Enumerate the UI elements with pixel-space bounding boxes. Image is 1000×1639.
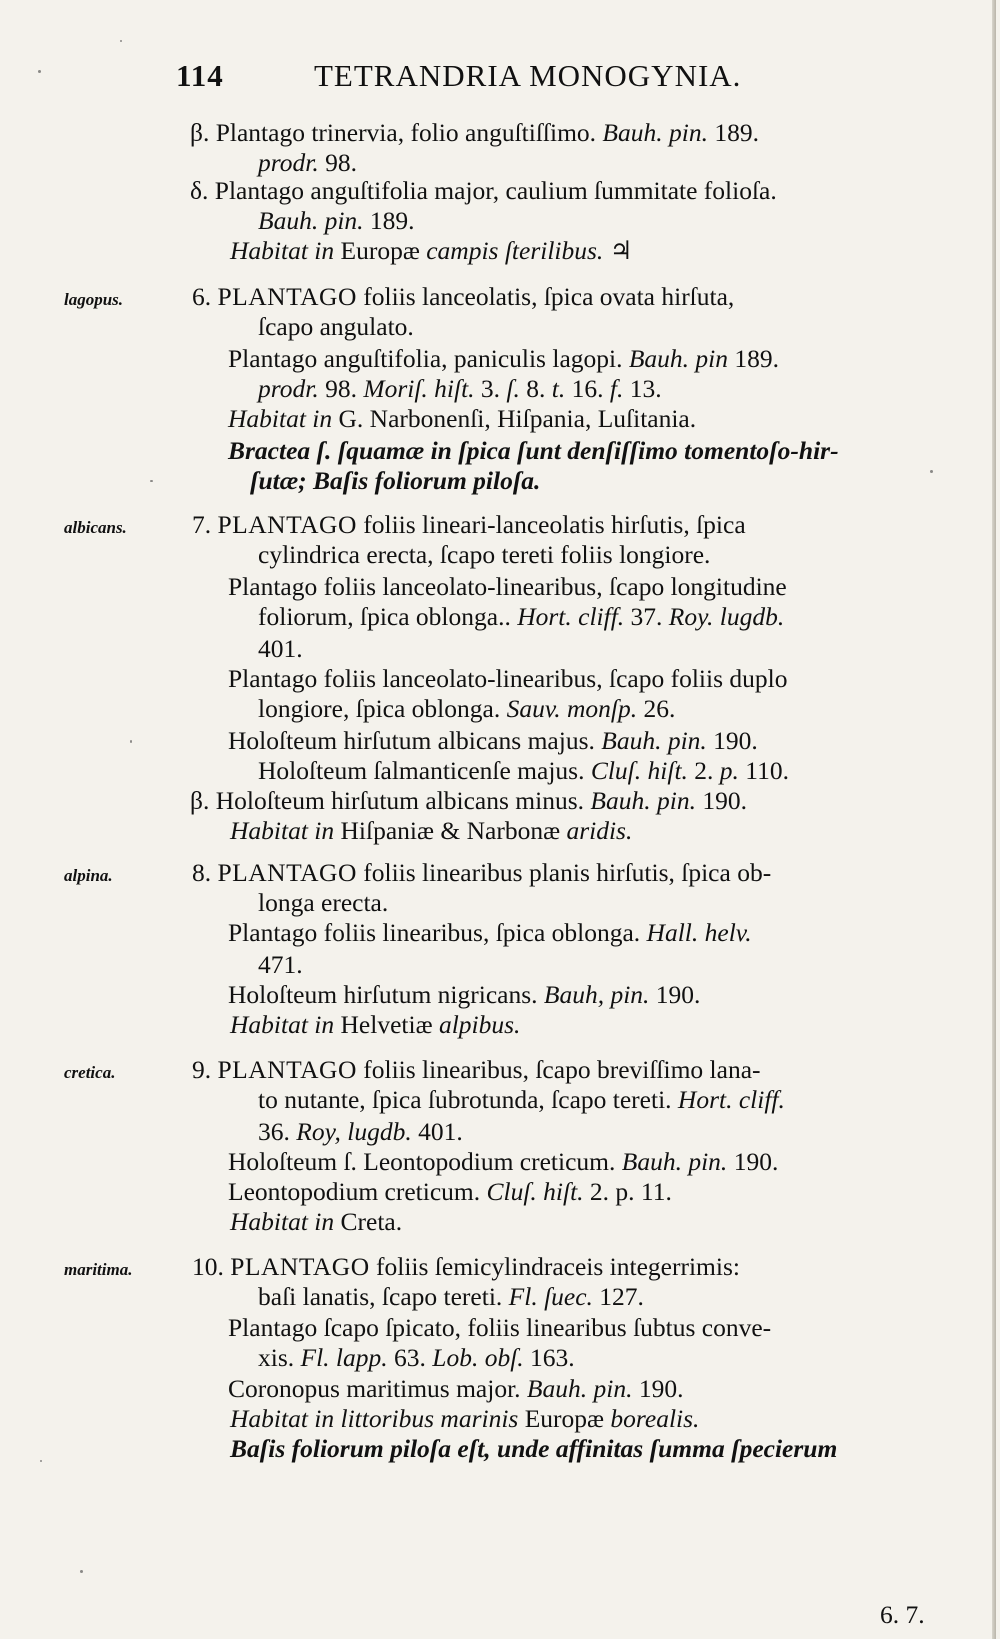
line-text [228,1313,771,1343]
text-run: 189. [707,118,759,147]
text-run: Cluſ. hiſt. [590,756,688,785]
text-run: Fl. lapp. [300,1343,388,1372]
species-entry-line [0,980,1000,1010]
text-run: 36. [258,1117,297,1146]
species-entry-line [0,1147,1000,1177]
line-text [228,404,696,434]
line-text [230,1010,520,1040]
species-entry-heading [0,510,1000,540]
continuation-line [0,236,1000,266]
species-entry-line [0,312,1000,342]
species-entry-line [0,374,1000,404]
margin-label: albicans. [64,518,127,537]
species-entry-line [0,602,1000,632]
text-run: Fl. ſuec. [508,1282,593,1311]
species-entry-line [0,756,1000,786]
continuation-line [0,176,1000,206]
species-entry-line [0,344,1000,374]
line-text [190,118,759,148]
running-title: TETRANDRIA MONOGYNIA. [314,58,742,93]
line-text [258,374,662,404]
text-run: Bauh. pin. [258,206,364,235]
text-run: PLANTAGO [217,1055,357,1084]
text-run: 37. [624,602,669,631]
species-entry-line [0,1434,1000,1464]
text-run: β. Plantago trinervia, folio anguſtiſſimo. [190,118,603,147]
line-text [192,1252,740,1282]
text-run: 190. [695,786,747,815]
text-run: 189. [728,344,780,373]
line-text [190,176,777,206]
text-run: Plantago foliis linearibus, ſpica oblonga. [228,918,647,947]
text-run: t. [551,374,566,403]
text-run: ſutæ; Baſis foliorum piloſa. [250,466,541,495]
text-run: 6. [192,282,218,311]
text-run: foliis lanceolatis, ſpica ovata hirſuta, [356,282,735,311]
text-run: δ. Plantago anguſtifolia major, caulium ſummitate folioſa. [190,176,777,205]
line-text [228,1147,778,1177]
text-run: Plantago foliis lanceolato-linearibus, ſcapo longitudine [228,572,787,601]
text-run: f. [609,374,624,403]
text-run: Roy, lugdb. [296,1117,412,1146]
text-run: Habitat in [230,1207,335,1236]
text-run: Helvetiæ [334,1010,439,1039]
line-text [228,436,839,466]
margin-label: maritima. [64,1260,133,1279]
line-text [230,1207,402,1237]
margin-label: cretica. [64,1063,116,1082]
text-run: Europæ [334,236,427,265]
text-run: Creta. [334,1207,403,1236]
text-run: Habitat in [228,404,333,433]
text-run: prodr. [258,374,319,403]
text-run: Plantago anguſtifolia, paniculis lagopi. [228,344,629,373]
text-run: foliis linearibus, ſcapo breviſſimo lana- [356,1055,761,1084]
text-run: ♃ [603,236,633,265]
species-entry-line [0,1207,1000,1237]
text-run: foliorum, ſpica oblonga.. [258,602,518,631]
text-run: baſi lanatis, ſcapo tereti. [258,1282,509,1311]
text-run: 7. [192,510,218,539]
species-entry-line [0,572,1000,602]
text-run: 13. [623,374,662,403]
species-entry-heading [0,858,1000,888]
species-entry-line [0,816,1000,846]
line-text [228,572,787,602]
margin-label: alpina. [64,866,113,885]
species-entry-line [0,634,1000,664]
text-run: 127. [592,1282,644,1311]
text-run: borealis. [610,1404,700,1433]
text-run: 9. [192,1055,218,1084]
text-run: Bauh. pin [628,344,729,373]
text-run: Sauv. monſp. [506,694,638,723]
text-run: 401. [258,634,303,663]
species-entry-line [0,1010,1000,1040]
text-run: Baſis foliorum piloſa eſt, unde affinitas ſumma ſpecierum [230,1434,838,1463]
species-entry-heading [0,1252,1000,1282]
line-text [258,1117,463,1147]
line-text [228,344,779,374]
text-run: Roy. lugdb. [668,602,785,631]
text-run: prodr. [258,148,319,177]
text-run: 2. [687,756,720,785]
text-run: 98. [318,148,357,177]
continuation-line [0,118,1000,148]
line-text [230,1434,837,1464]
text-run: xis. [258,1343,301,1372]
species-entry-line [0,436,1000,466]
line-text [258,312,414,342]
continuation-line [0,148,1000,178]
text-run: 8. [519,374,552,403]
text-run: 163. [523,1343,575,1372]
text-run: 471. [258,950,303,979]
species-entry-line [0,694,1000,724]
line-text [192,858,771,888]
page-number: 114 [176,58,224,93]
catchword-line [0,1600,1000,1630]
line-text [258,540,710,570]
species-entry-line [0,1404,1000,1434]
text-run: ſcapo angulato. [258,312,414,341]
text-run: Habitat in [230,1010,335,1039]
text-run: foliis lineari-lanceolatis hirſutis, ſpica [356,510,746,539]
text-run: Bauh. pin. [590,786,696,815]
text-run: Leontopodium creticum. [228,1177,487,1206]
line-text [258,950,303,980]
text-run: Holoſteum ſ. Leontopodium creticum. [228,1147,622,1176]
text-run: PLANTAGO [217,858,357,887]
footer-reference: 6. 7. [880,1600,925,1629]
ink-speck [38,70,41,73]
line-text [228,980,700,1010]
line-text [258,206,415,236]
text-run: Hiſpaniæ & Narbonæ [334,816,567,845]
text-run: Habitat in littoribus marinis [230,1404,519,1433]
species-entry-line [0,1117,1000,1147]
species-entry-line [0,1282,1000,1312]
text-run: longiore, ſpica oblonga. [258,694,507,723]
line-text [230,1404,699,1434]
species-entry-line [0,888,1000,918]
text-run: Holoſteum ſalmanticenſe majus. [258,756,591,785]
text-run: aridis. [566,816,633,845]
text-run: β. Holoſteum hirſutum albicans minus. [190,786,591,815]
text-run: Holoſteum hirſutum nigricans. [228,980,544,1009]
text-run: Plantago ſcapo ſpicato, foliis linearibus ſubtus conve- [228,1313,772,1342]
line-text [190,786,747,816]
text-run: PLANTAGO [217,510,357,539]
text-run: G. Narbonenſi, Hiſpania, Luſitania. [332,404,697,433]
text-run: 98. [318,374,364,403]
species-entry-line [0,664,1000,694]
species-entry-line [0,1085,1000,1115]
margin-label: lagopus. [64,290,124,309]
text-run: 8. [192,858,218,887]
text-run: 26. [637,694,676,723]
text-run: Hort. cliff. [517,602,625,631]
text-run: to nutante, ſpica ſubrotunda, ſcapo tereti. [258,1085,678,1114]
text-run: alpibus. [438,1010,521,1039]
text-run: 189. [363,206,415,235]
text-run: PLANTAGO [217,282,357,311]
text-run: Bauh, pin. [543,980,650,1009]
text-run: Plantago foliis lanceolato-linearibus, ſcapo foliis duplo [228,664,788,693]
text-run: 3. [474,374,507,403]
species-entry-line [0,726,1000,756]
line-text [192,1055,761,1085]
text-run: 190. [706,726,758,755]
text-run: 190. [649,980,701,1009]
species-entry-line [0,786,1000,816]
text-run: Habitat in [230,236,335,265]
species-entry-line [0,1177,1000,1207]
line-text [258,1085,785,1115]
text-run: p. [719,756,739,785]
text-run: ſ. [506,374,520,403]
text-run: 401. [411,1117,463,1146]
species-entry-line [0,1313,1000,1343]
text-run: foliis ſemicylindraceis integerrimis: [369,1252,740,1281]
species-entry-heading [0,282,1000,312]
text-run: Moriſ. hiſt. [363,374,475,403]
line-text [228,664,787,694]
text-run: Europæ [518,1404,611,1433]
text-run: Hall. helv. [646,918,752,947]
species-entry-line [0,1374,1000,1404]
species-entry-heading [0,1055,1000,1085]
line-text [230,236,633,266]
line-text [258,1343,575,1373]
species-entry-line [0,950,1000,980]
species-entry-line [0,918,1000,948]
species-entry-line [0,466,1000,496]
line-text [258,888,388,918]
text-run: campis ſterilibus. [426,236,604,265]
text-run: 10. [192,1252,231,1281]
text-run: Cluſ. hiſt. [486,1177,584,1206]
text-run: Lob. obſ. [432,1343,524,1372]
line-text [258,602,784,632]
continuation-line [0,206,1000,236]
line-text [258,1282,644,1312]
text-run: Bauh. pin. [621,1147,728,1176]
text-run: foliis linearibus planis hirſutis, ſpica ob- [356,858,772,887]
line-text [258,694,675,724]
text-run: 2. p. 11. [583,1177,672,1206]
text-run: Coronopus maritimus major. [228,1374,527,1403]
line-text [228,726,758,756]
line-text [258,634,303,664]
text-run: Bauh. pin. [526,1374,633,1403]
text-run: 190. [727,1147,779,1176]
text-run: PLANTAGO [230,1252,370,1281]
line-text [230,816,632,846]
text-run: 110. [738,756,789,785]
species-entry-line [0,1343,1000,1373]
line-text [192,282,734,312]
line-text [258,148,357,178]
species-entry-line [0,540,1000,570]
line-text [228,1374,683,1404]
species-entry-line [0,404,1000,434]
text-run: longa erecta. [258,888,389,917]
page-header [176,58,916,98]
text-run: cylindrica erecta, ſcapo tereti foliis longiore. [258,540,711,569]
text-run: Habitat in [230,816,335,845]
text-run: Bauh. pin. [601,726,707,755]
line-text [192,510,746,540]
ink-speck [80,1570,83,1573]
text-run: Bractea ſ. ſquamæ in ſpica ſunt denſiſſimo tomentoſo-hir- [228,436,839,465]
text-run: Holoſteum hirſutum albicans majus. [228,726,602,755]
line-text [228,918,752,948]
line-text [258,756,789,786]
ink-speck [120,40,122,42]
text-run: 63. [387,1343,433,1372]
line-text [250,466,540,496]
line-text [228,1177,672,1207]
text-run: Bauh. pin. [602,118,708,147]
text-run: 16. [565,374,610,403]
text-run: 190. [632,1374,684,1403]
text-run: Hort. cliff. [677,1085,785,1114]
